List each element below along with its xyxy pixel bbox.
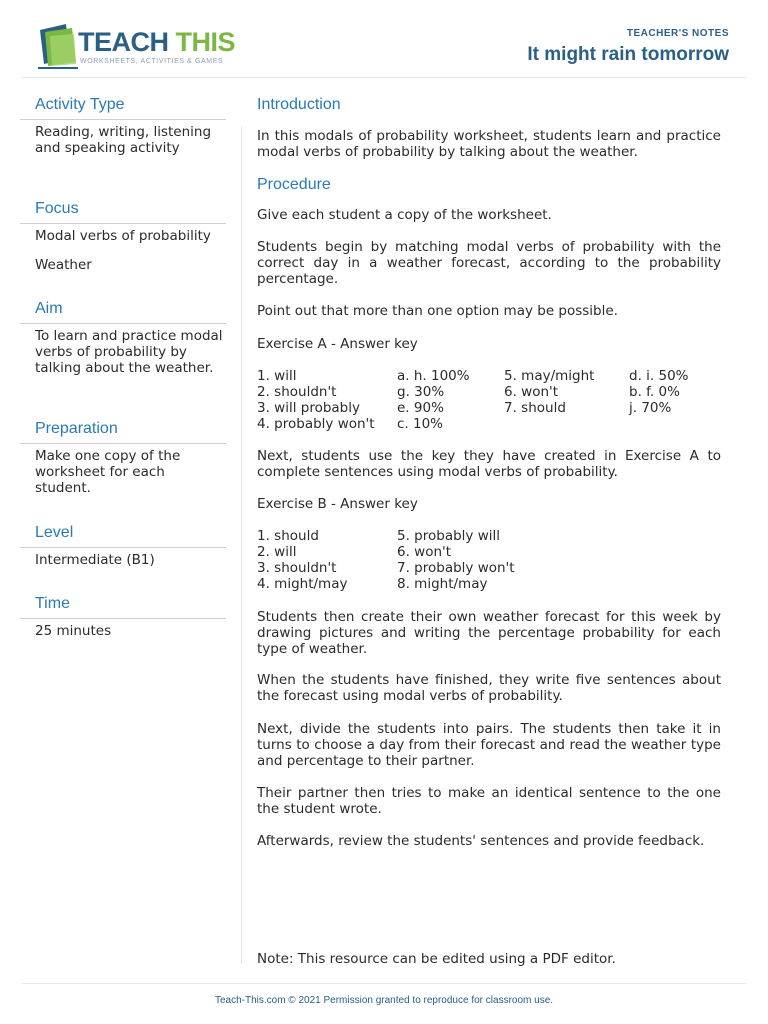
answer-key-entry: 5. probably will [397,528,500,544]
header-divider [22,77,746,78]
answer-key-entry: 2. will [257,544,297,560]
answer-key-entry: d. i. 50% [629,368,689,384]
preparation-heading: Preparation [35,420,118,437]
page-title: It might rain tomorrow [527,44,729,65]
answer-key-entry: 4. probably won't [257,416,375,432]
answer-key-entry: 4. might/may [257,576,348,592]
answer-key-entry: e. 90% [397,400,444,416]
time-text: 25 minutes [35,623,112,639]
procedure-paragraph: Next, divide the students into pairs. The students then take it in turns to choose a day from their forecast and read the weather type and percentage to their partner. [257,721,721,769]
procedure-paragraph: Students begin by matching modal verbs of probability with the correct day in a weather forecast, according to the probability percentage. [257,239,721,287]
footer-copyright: Teach-This.com © 2021 Permission granted to reproduce for classroom use. [214,995,554,1006]
brand-this: THIS [175,27,236,57]
aim-rule [20,323,226,324]
answer-key-entry: 1. should [257,528,319,544]
answer-key-entry: g. 30% [397,384,445,400]
brand-teach: TEACH [78,27,169,57]
time-rule [20,618,226,619]
activity-type-rule [20,119,226,120]
introduction-heading: Introduction [257,96,341,113]
answer-key-entry: 8. might/may [397,576,488,592]
procedure-heading: Procedure [257,176,331,193]
aim-heading: Aim [35,300,63,317]
answer-key-entry: b. f. 0% [629,384,680,400]
level-heading: Level [35,524,74,541]
answer-key-entry: 6. won't [397,544,452,560]
exercise-a-answer-key [257,368,721,432]
activity-type-heading: Activity Type [35,96,125,113]
activity-type-text: Reading, writing, listening and speaking activity [35,124,212,156]
answer-key-entry: 2. shouldn't [257,384,337,400]
level-rule [20,547,226,548]
preparation-rule [20,443,226,444]
pdf-editor-note: Note: This resource can be edited using a PDF editor. [257,951,616,967]
column-divider [241,126,242,964]
answer-key-entry: 7. should [504,400,566,416]
answer-key-entry: a. h. 100% [397,368,470,384]
procedure-paragraph: Point out that more than one option may be possible. [257,303,618,319]
level-text: Intermediate (B1) [35,552,155,568]
answer-key-entry: j. 70% [629,400,672,416]
footer-divider [22,983,746,984]
procedure-paragraph: When the students have finished, they write five sentences about the forecast using modal verbs of probability. [257,672,721,704]
exercise-b-label: Exercise B - Answer key [257,496,418,512]
procedure-paragraph: Give each student a copy of the worksheet. [257,207,552,223]
answer-key-entry: 7. probably won't [397,560,515,576]
answer-key-entry: 3. shouldn't [257,560,337,576]
teachers-notes-label: TEACHER'S NOTES [626,28,729,39]
procedure-paragraph: Students then create their own weather forecast for this week by drawing pictures and writing the percentage probability for each type of weather. [257,609,721,657]
focus-heading: Focus [35,200,79,217]
exercise-a-label: Exercise A - Answer key [257,336,418,352]
answer-key-entry: c. 10% [397,416,444,432]
answer-key-entry: 6. won't [504,384,559,400]
focus-rule [20,223,226,224]
procedure-paragraph: Afterwards, review the students' sentences and provide feedback. [257,833,705,849]
brand-tagline: WORKSHEETS, ACTIVITIES & GAMES [80,58,224,65]
aim-text: To learn and practice modal verbs of probability by talking about the weather. [35,328,223,376]
focus-item: Weather [35,257,92,273]
exercise-b-answer-key [257,528,721,592]
procedure-paragraph: Next, students use the key they have created in Exercise A to complete sentences using modal verbs of probability. [257,448,721,480]
focus-item: Modal verbs of probability [35,228,211,244]
answer-key-entry: 3. will probably [257,400,360,416]
time-heading: Time [35,595,70,612]
answer-key-entry: 1. will [257,368,297,384]
procedure-paragraph: Their partner then tries to make an identical sentence to the one the student wrote. [257,785,721,817]
answer-key-entry: 5. may/might [504,368,595,384]
teach-this-logo-icon [36,24,80,72]
brand-wordmark [78,27,235,58]
preparation-text: Make one copy of the worksheet for each student. [35,448,181,496]
introduction-text: In this modals of probability worksheet, students learn and practice modal verbs of probability by talking about the weather. [257,128,721,160]
